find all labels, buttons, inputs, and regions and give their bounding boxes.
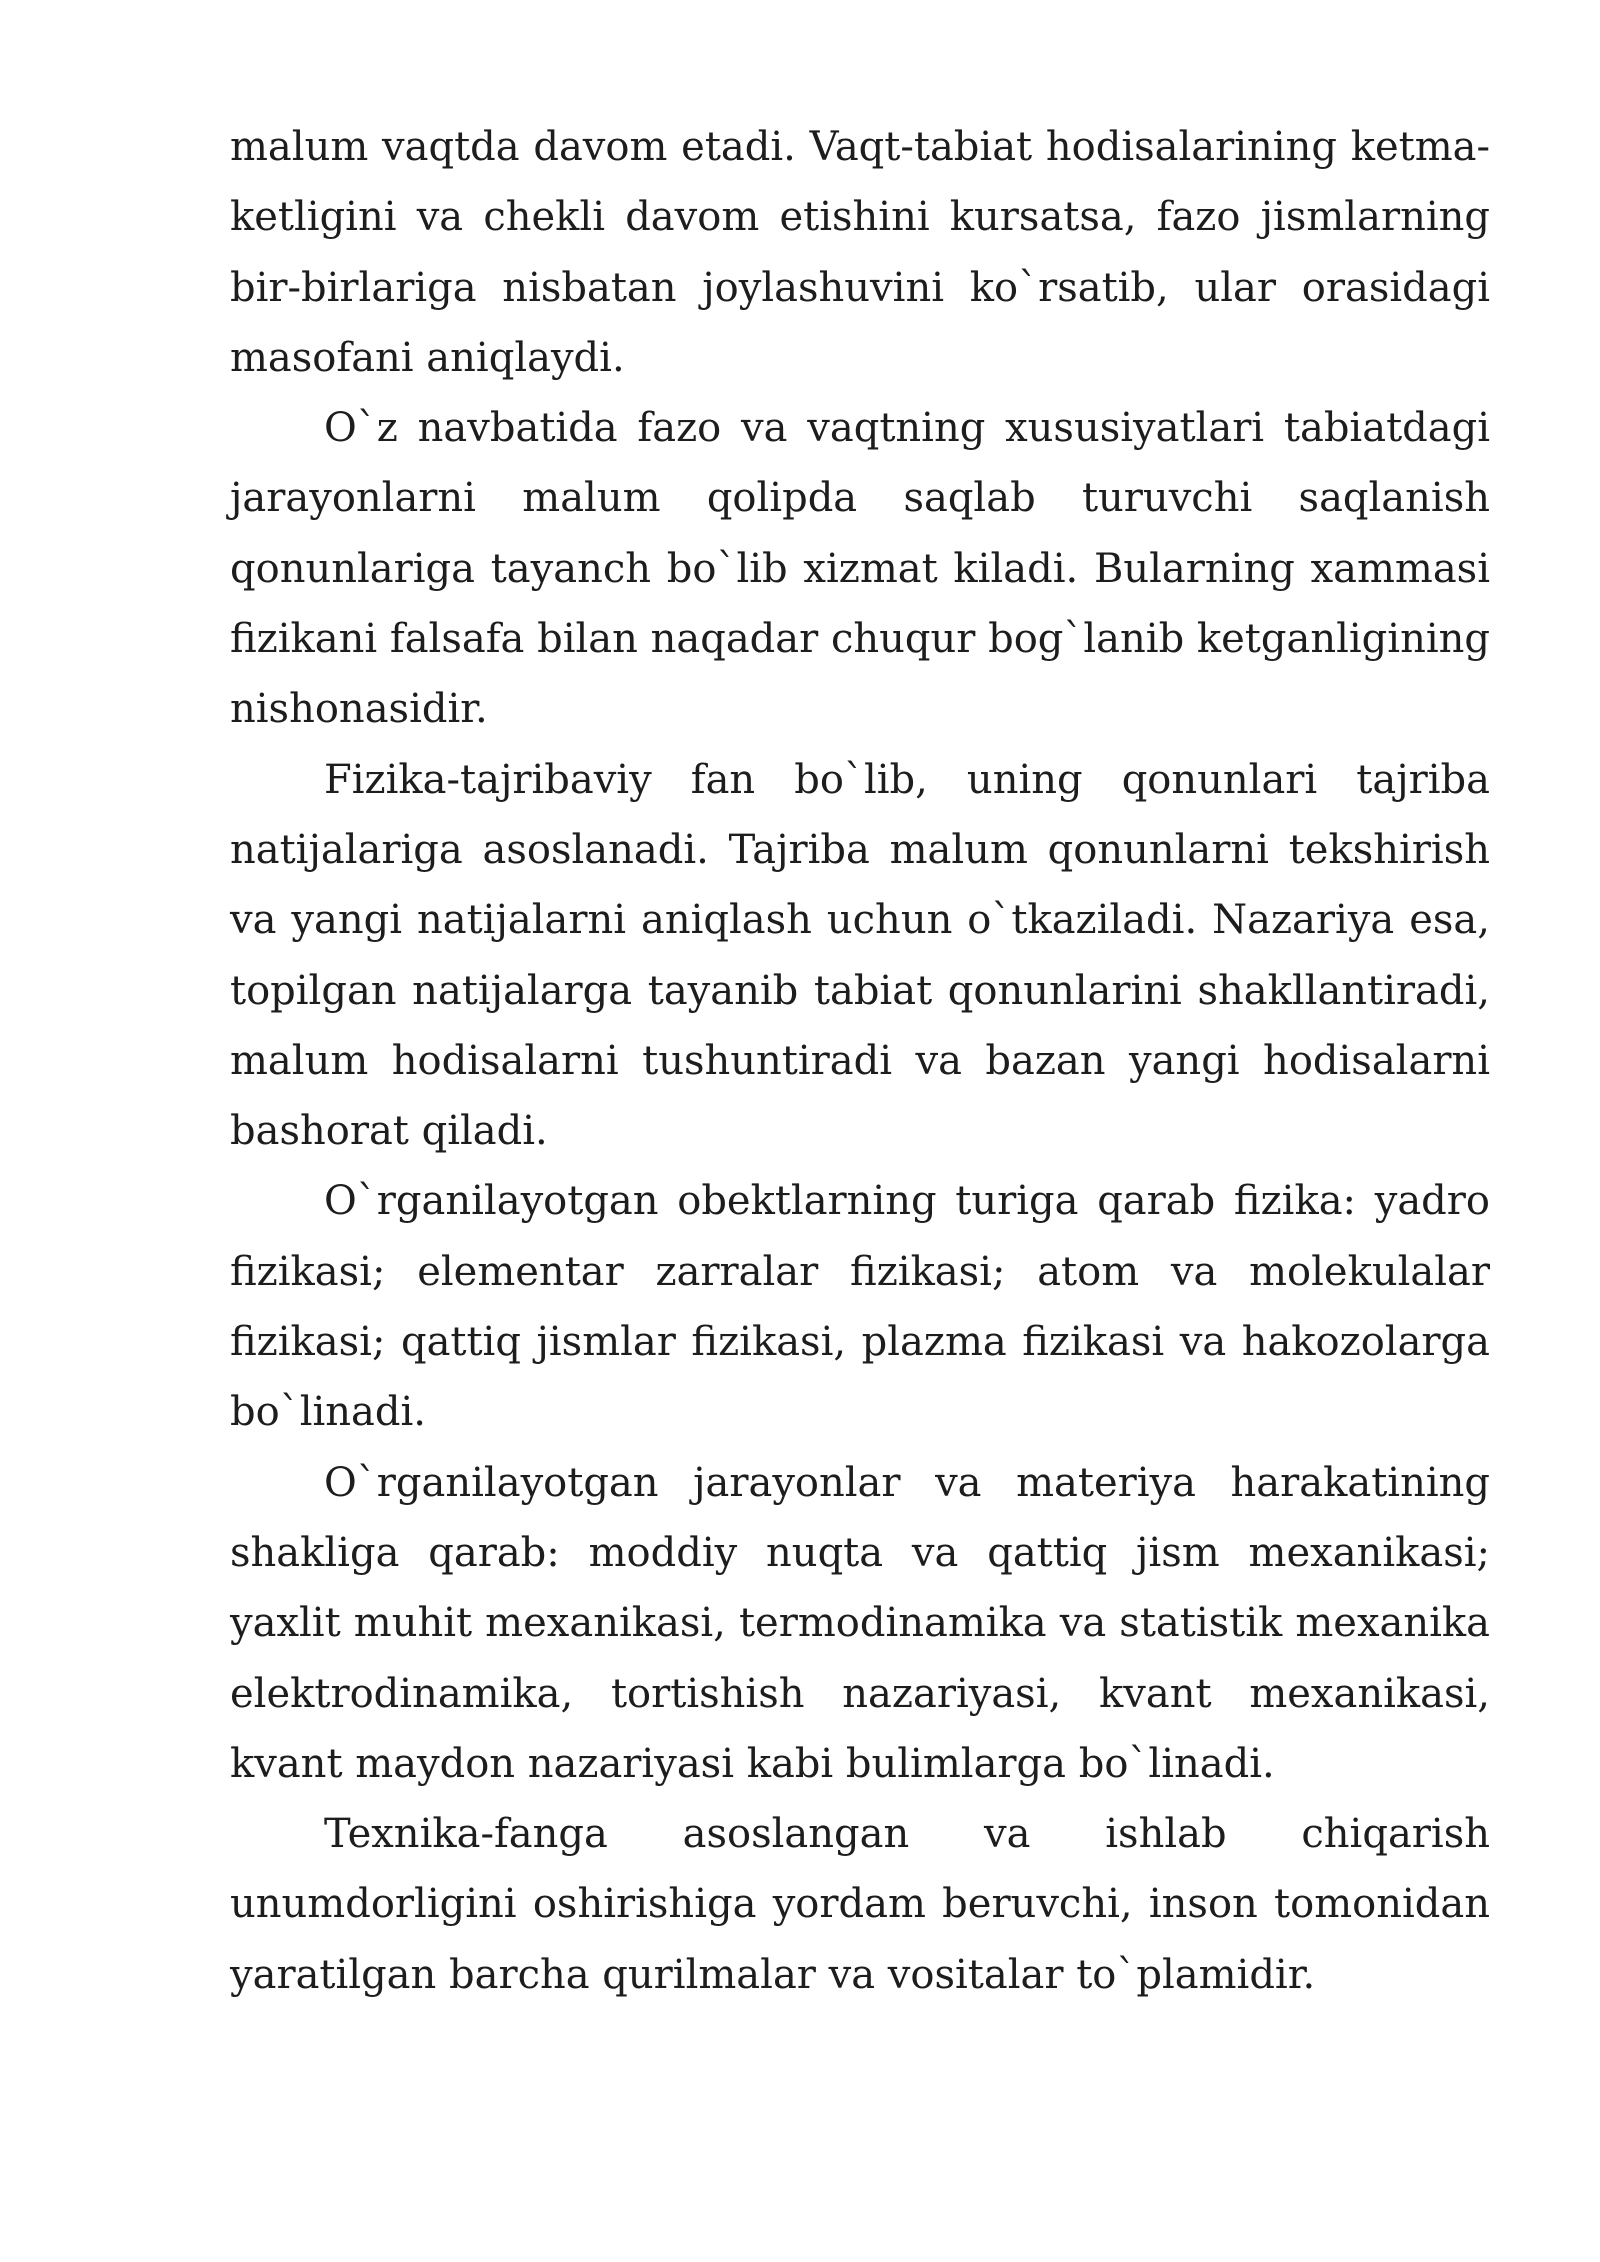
paragraph-2: O`z navbatida fazo va vaqtning xususiyatlari tabiatdagi jarayonlarni malum qolipda saqlab turuvchi saqlanish qonunlariga tayanch bo`lib xizmat kiladi. Bularning xammasi fizikani falsafa bilan naqadar chuqur bog`lanib ketganligining nishonasidir. (230, 405, 1490, 733)
paragraph-3: Fizika-tajribaviy fan bo`lib, uning qonunlari tajriba natijalariga asoslanadi. Tajriba malum qonunlarni tekshirish va yangi natijalarni aniqlash uchun o`tkaziladi. Nazariya esa, topilgan natijalarga tayanib tabiat qonunlarini shakllantiradi, malum hodisalarni tushuntiradi va bazan yangi hodisalarni bashorat qiladi. (230, 756, 1490, 1155)
paragraph-4: O`rganilayotgan obektlarning turiga qarab fizika: yadro fizikasi; elementar zarralar fizikasi; atom va molekulalar fizikasi; qattiq jismlar fizikasi, plazma fizikasi va hakozolarga bo`linadi. (230, 1178, 1490, 1436)
paragraph-1: malum vaqtda davom etadi. Vaqt-tabiat hodisalarining ketma-ketligini va chekli davom etishini kursatsa, fazo jismlarning bir-birlariga nisbatan joylashuvini ko`rsatib, ular orasidagi masofani aniqlaydi. (230, 124, 1490, 381)
paragraph-5: O`rganilayotgan jarayonlar va materiya harakatining shakliga qarab: moddiy nuqta va qattiq jism mexanikasi; yaxlit muhit mexanikasi, termodinamika va statistik mexanika elektrodinamika, tortishish nazariyasi, kvant mexanikasi, kvant maydon nazariyasi kabi bulimlarga bo`linadi. (230, 1459, 1490, 1787)
paragraph-6: Texnika-fanga asoslangan va ishlab chiqarish unumdorligini oshirishiga yordam beruvchi, inson tomonidan yaratilgan barcha qurilmalar va vositalar to`plamidir. (230, 1811, 1490, 1998)
document-body (230, 112, 1490, 2010)
